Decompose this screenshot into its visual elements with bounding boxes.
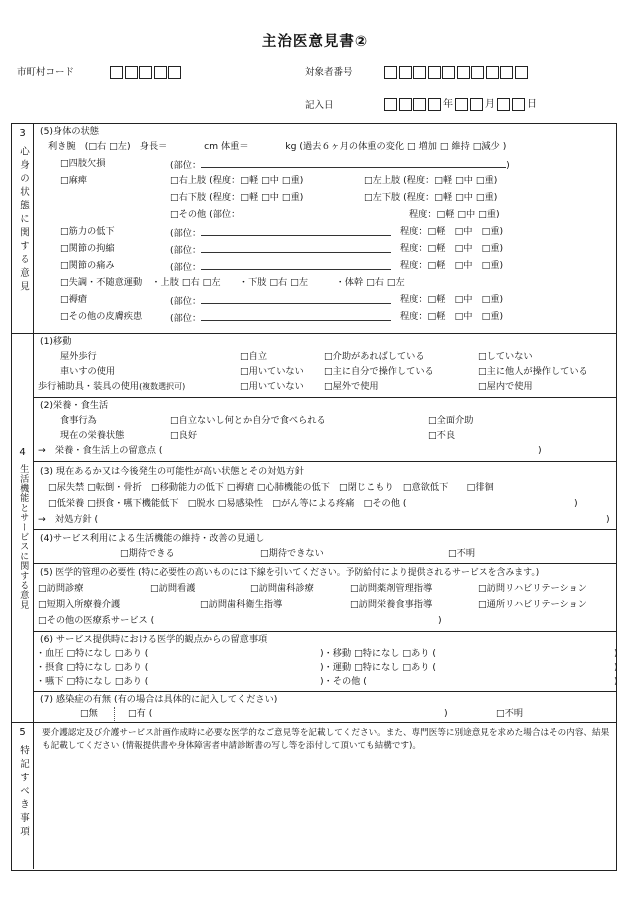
paralysis-right-lower[interactable]: □右下肢 (程度：□軽 □中 □重) xyxy=(170,192,304,203)
limb-loss-checkbox[interactable]: □四肢欠損 xyxy=(60,158,106,169)
care-row-1-close: ) xyxy=(614,648,618,659)
medical-other-close: ) xyxy=(438,615,442,626)
section-3-content xyxy=(34,124,616,333)
month-unit: 月 xyxy=(485,98,495,110)
walking-aids-outdoor[interactable]: □屋外で使用 xyxy=(324,381,379,392)
infection-block xyxy=(34,692,616,723)
pressure-ulcer-checkbox[interactable]: □褥瘡 xyxy=(60,294,88,305)
outdoor-walk-none[interactable]: □していない xyxy=(478,351,533,362)
muscle-weakness-checkbox[interactable]: □筋力の低下 xyxy=(60,226,115,237)
outdoor-walk-label: 屋外歩行 xyxy=(60,351,97,362)
nutrition-poor[interactable]: □不良 xyxy=(428,430,456,441)
eating-label: 食事行為 xyxy=(60,415,97,426)
infection-heading: (7) 感染症の有無 (有の場合は具体的に記入してください) xyxy=(40,694,278,705)
outlook-unknown[interactable]: □不明 xyxy=(448,548,476,559)
risk-row-2[interactable]: □低栄養 □摂食・嚥下機能低下 □脱水 □易感染性 □がん等による疼痛 □その他 ( xyxy=(48,498,407,509)
page-title: 主治医意見書② xyxy=(261,34,369,50)
medical-home-dental[interactable]: □訪問歯科診療 xyxy=(250,583,314,594)
joint-contracture-checkbox[interactable]: □関節の拘縮 xyxy=(60,243,115,254)
nutrition-block xyxy=(34,398,616,462)
muscle-weakness-degree[interactable]: 程度：□軽 □中 □重) xyxy=(400,226,504,237)
mobility-block xyxy=(34,334,616,398)
medical-other[interactable]: □その他の医療系サービス ( xyxy=(38,615,155,626)
nutrition-notes-close: ) xyxy=(538,445,542,456)
section-4 xyxy=(12,334,616,723)
body-metrics-line[interactable]: 利き腕 (□右 □左) 身長＝ cm 体重＝ kg (過去６ヶ月の体重の変化 □ 増加 □ 維持 □減少 ) xyxy=(48,141,507,152)
risk-row-2-close: ) xyxy=(574,498,578,509)
section-5 xyxy=(12,723,616,869)
medical-nutrition-guidance[interactable]: □訪問栄養食事指導 xyxy=(350,599,433,610)
paralysis-left-lower[interactable]: □左下肢 (程度：□軽 □中 □重) xyxy=(364,192,498,203)
risk-row-1[interactable]: □尿失禁 □転倒・骨折 □移動能力の低下 □褥瘡 □心肺機能の低下 □閉じこもり □意欲低下 □徘徊 xyxy=(48,482,494,493)
medical-home-visit[interactable]: □訪問診療 xyxy=(38,583,84,594)
section-5-content[interactable] xyxy=(34,723,616,869)
wheelchair-unused[interactable]: □用いていない xyxy=(240,366,304,377)
medical-home-rehab[interactable]: □訪問リハビリテーション xyxy=(478,583,587,594)
date-boxes[interactable] xyxy=(384,98,539,111)
infection-none[interactable]: □無 xyxy=(80,708,98,719)
wheelchair-self[interactable]: □主に自分で操作している xyxy=(324,366,434,377)
coping-policy[interactable]: → 対処方針 ( xyxy=(38,514,99,525)
limb-loss-part[interactable]: (部位： ) xyxy=(170,160,510,171)
outlook-expected[interactable]: □期待できる xyxy=(120,548,175,559)
day-unit: 日 xyxy=(527,98,537,110)
joint-pain-part[interactable]: (部位： xyxy=(170,261,391,274)
section-3 xyxy=(12,124,616,334)
section-3-side xyxy=(12,124,34,333)
paralysis-other-degree[interactable]: 程度：□軽 □中 □重) xyxy=(409,209,500,220)
joint-contracture-part[interactable]: (部位： xyxy=(170,244,391,257)
walking-aids-label: 歩行補助具・装具の使用(複数選択可) xyxy=(38,381,186,392)
section-4-side xyxy=(12,334,34,722)
body-state-heading: (5)身体の状態 xyxy=(40,126,99,137)
joint-contracture-degree[interactable]: 程度：□軽 □中 □重) xyxy=(400,243,504,254)
outlook-heading: (4)サービス利用による生活機能の維持・改善の見通し xyxy=(40,533,265,544)
eating-independent[interactable]: □自立ないし何とか自分で食べられる xyxy=(170,415,326,426)
subject-number-label: 対象者番号 xyxy=(305,67,353,78)
mobility-heading: (1)移動 xyxy=(40,336,72,347)
paralysis-other[interactable]: □その他 (部位： xyxy=(170,209,241,220)
wheelchair-other[interactable]: □主に他人が操作している xyxy=(478,366,588,377)
care-eating[interactable]: ・摂食 □特になし □あり ( xyxy=(36,662,149,673)
section-3-title: 心身の状態に関する意見 xyxy=(17,145,29,294)
outdoor-walk-assisted[interactable]: □介助があればしている xyxy=(324,351,425,362)
municipality-code-boxes[interactable] xyxy=(110,66,183,79)
care-heading: (6) サービス提供時における医学的観点からの留意事項 xyxy=(40,634,268,645)
medical-home-nursing[interactable]: □訪問看護 xyxy=(150,583,196,594)
medical-short-stay[interactable]: □短期入所療養介護 xyxy=(38,599,121,610)
skin-disease-part[interactable]: (部位： xyxy=(170,312,391,325)
care-swallowing[interactable]: ・嚥下 □特になし □あり ( xyxy=(36,676,149,687)
coping-policy-close: ) xyxy=(606,514,610,525)
pressure-ulcer-degree[interactable]: 程度：□軽 □中 □重) xyxy=(400,294,504,305)
section-4-content xyxy=(34,334,616,722)
infection-unknown[interactable]: □不明 xyxy=(496,708,524,719)
infection-separator xyxy=(114,707,115,721)
skin-disease-degree[interactable]: 程度：□軽 □中 □重) xyxy=(400,311,504,322)
paralysis-right-upper[interactable]: □右上肢 (程度：□軽 □中 □重) xyxy=(170,175,304,186)
medical-day-rehab[interactable]: □通所リハビリテーション xyxy=(478,599,587,610)
risk-block xyxy=(34,462,616,530)
infection-yes-close: ) xyxy=(444,708,448,719)
nutrition-heading: (2)栄養・食生活 xyxy=(40,400,109,411)
section-5-title: 特記すべき事項 xyxy=(17,744,29,839)
care-blood-pressure[interactable]: ・血圧 □特になし □あり ( xyxy=(36,648,149,659)
wheelchair-label: 車いすの使用 xyxy=(60,366,116,377)
opinion-form xyxy=(11,123,617,871)
nutrition-notes[interactable]: → 栄養・食生活上の留意点 ( xyxy=(38,445,163,456)
muscle-weakness-part[interactable]: (部位： xyxy=(170,227,391,240)
nutrition-status-label: 現在の栄養状態 xyxy=(60,430,125,441)
outlook-block xyxy=(34,530,616,564)
pressure-ulcer-part[interactable]: (部位： xyxy=(170,295,391,308)
care-movement[interactable]: )・移動 □特になし □あり ( xyxy=(320,648,436,659)
care-row-2-close: ) xyxy=(614,662,618,673)
skin-disease-checkbox[interactable]: □その他の皮膚疾患 xyxy=(60,311,143,322)
medical-dental-hygiene[interactable]: □訪問歯科衛生指導 xyxy=(200,599,283,610)
date-label: 記入日 xyxy=(305,100,334,111)
walking-aids-unused[interactable]: □用いていない xyxy=(240,381,304,392)
care-block xyxy=(34,632,616,692)
paralysis-left-upper[interactable]: □左上肢 (程度：□軽 □中 □重) xyxy=(364,175,498,186)
care-other[interactable]: )・その他 ( xyxy=(320,676,367,687)
section-3-number: 3 xyxy=(19,128,26,139)
ataxia-row[interactable]: □失調・不随意運動 ・上肢 □右 □左 ・下肢 □右 □左 ・体幹 □右 □左 xyxy=(60,277,405,288)
joint-pain-checkbox[interactable]: □関節の痛み xyxy=(60,260,115,271)
care-exercise[interactable]: )・運動 □特になし □あり ( xyxy=(320,662,436,673)
outlook-not-expected[interactable]: □期待できない xyxy=(260,548,324,559)
medical-home-pharma[interactable]: □訪問薬剤管理指導 xyxy=(350,583,433,594)
special-notes-instructions: 要介護認定及び介護サービス計画作成時に必要な医学的なご意見等を記載してください。また、専門医等に別途意見を求めた場合はその内容、結果も記載してください (情報提供書や身体障害者申請診断書の写し等を添付して頂いても結構です)。 xyxy=(42,728,610,752)
medical-heading: (5) 医学的管理の必要性 (特に必要性の高いものには下線を引いてください。予防給付により提供されるサービスを含みます。) xyxy=(40,568,540,578)
outdoor-walk-independent[interactable]: □自立 xyxy=(240,351,268,362)
care-row-3-close: ) xyxy=(614,676,618,687)
joint-pain-degree[interactable]: 程度：□軽 □中 □重) xyxy=(400,260,504,271)
eating-full-assist[interactable]: □全面介助 xyxy=(428,415,474,426)
risk-heading: (3) 現在あるか又は今後発生の可能性が高い状態とその対処方針 xyxy=(40,466,304,477)
nutrition-good[interactable]: □良好 xyxy=(170,430,198,441)
municipality-code-label: 市町村コード xyxy=(17,67,75,78)
section-4-number: 4 xyxy=(19,446,26,458)
walking-aids-indoor[interactable]: □屋内で使用 xyxy=(478,381,533,392)
paralysis-checkbox[interactable]: □麻痺 xyxy=(60,175,88,186)
year-unit: 年 xyxy=(443,98,453,110)
infection-yes[interactable]: □有 ( xyxy=(128,708,153,719)
section-5-number: 5 xyxy=(19,727,26,738)
subject-number-boxes[interactable] xyxy=(384,66,529,79)
section-5-side xyxy=(12,723,34,869)
section-4-title: 生活機能とサービスに関する意見 xyxy=(17,464,29,610)
medical-block xyxy=(34,564,616,632)
